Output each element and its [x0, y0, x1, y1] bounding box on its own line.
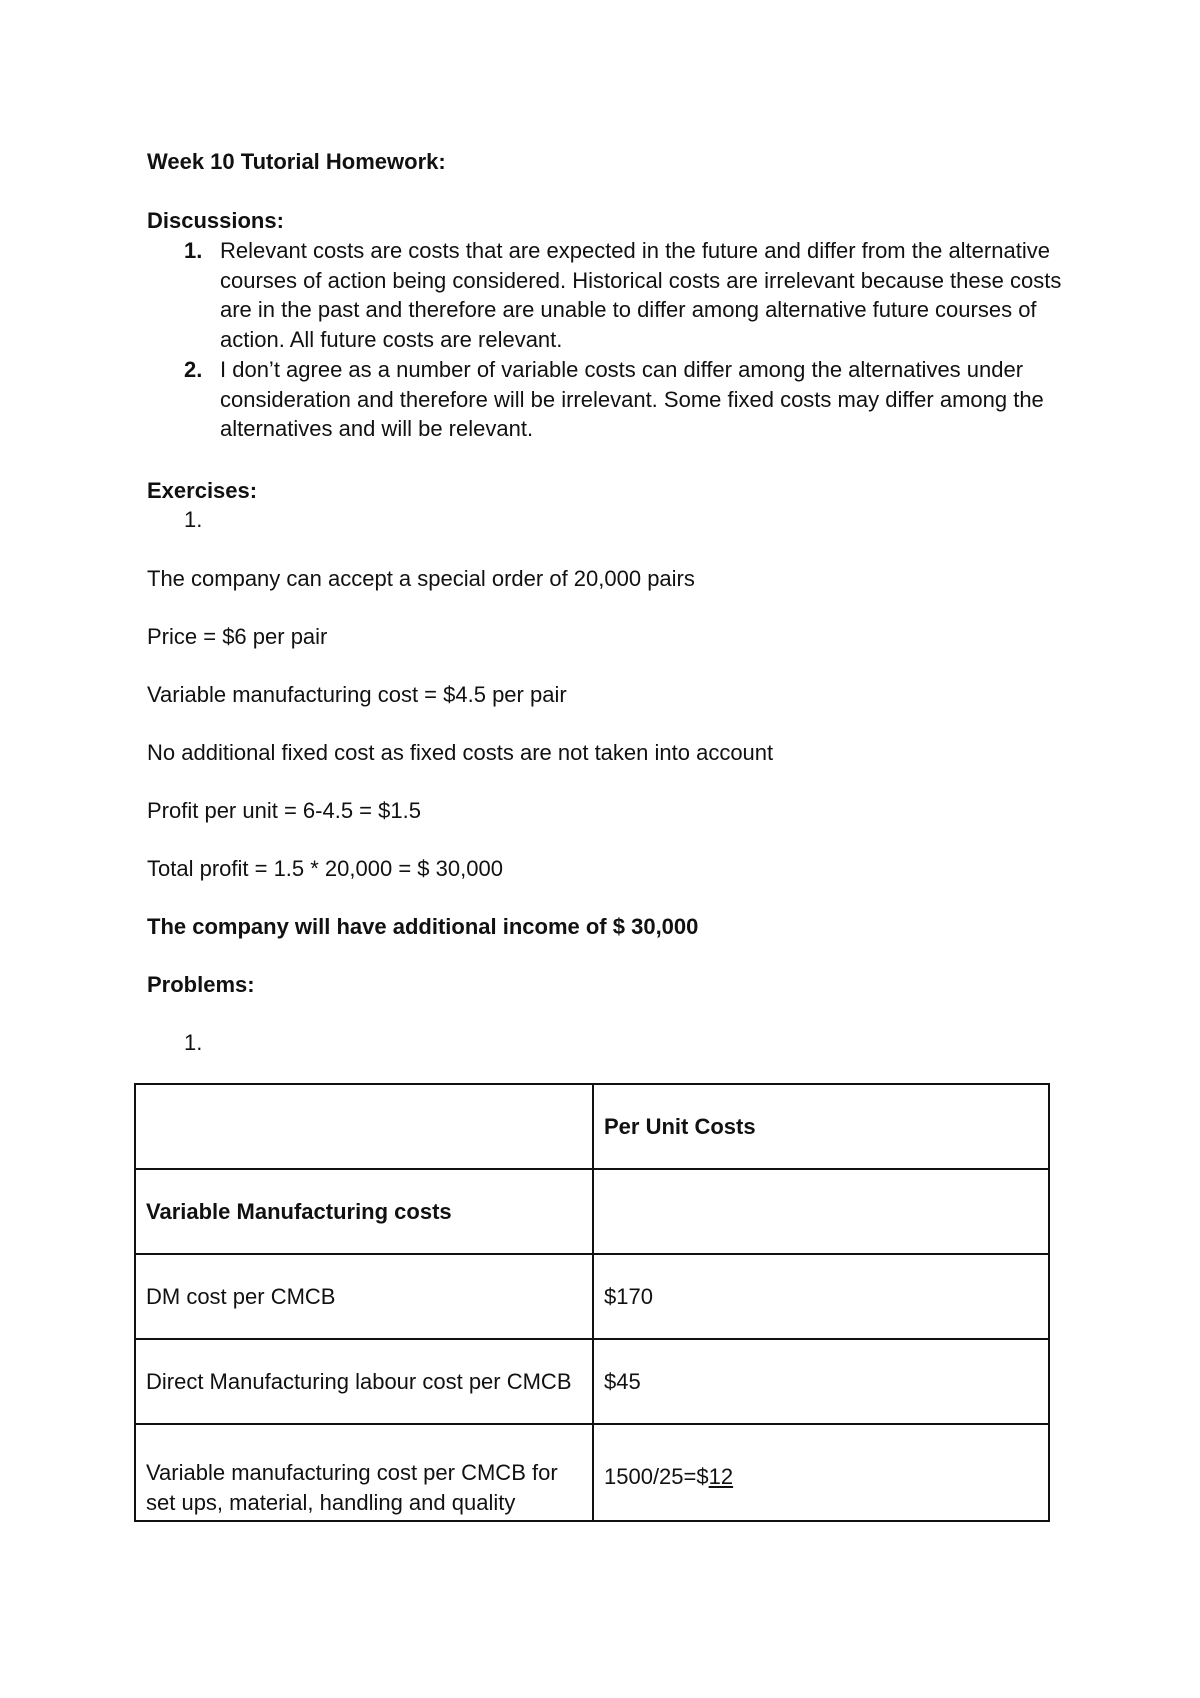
table-cell-value: $45 [593, 1339, 1049, 1424]
table-header-row [135, 1084, 1049, 1169]
per-unit-costs-table [134, 1083, 1050, 1522]
table-cell-label: Variable Manufacturing costs [135, 1169, 593, 1254]
table-cell-value [593, 1169, 1049, 1254]
exercise-line: The company can accept a special order of 20,000 pairs [147, 566, 695, 591]
exercise-line: No additional fixed cost as fixed costs are not taken into account [147, 740, 774, 765]
discussions-heading: Discussions: [147, 208, 284, 233]
page-title: Week 10 Tutorial Homework: [147, 149, 446, 174]
problem-number: 1. [184, 1030, 203, 1055]
discussion-item-text: I don’t agree as a number of variable costs can differ among the alternatives under consideration and therefore will be irrelevant. Some fixed costs may differ among the alternatives and will be relevant. [220, 357, 1044, 441]
table-cell-label: Variable manufacturing cost per CMCB for set ups, material, handling and quality [135, 1424, 593, 1521]
table-header-cell [135, 1084, 593, 1169]
exercise-line: Profit per unit = 6-4.5 = $1.5 [147, 798, 421, 823]
discussion-item-number: 2. [184, 357, 203, 382]
table-cell-label: Direct Manufacturing labour cost per CMCB [135, 1339, 593, 1424]
table-cell-value [593, 1424, 1049, 1521]
table-row [135, 1339, 1049, 1424]
table-cell-label: DM cost per CMCB [135, 1254, 593, 1339]
table-row [135, 1254, 1049, 1339]
exercise-number: 1. [184, 507, 203, 532]
exercise-line: Price = $6 per pair [147, 624, 328, 649]
table-header-cell: Per Unit Costs [593, 1084, 1049, 1169]
table-row [135, 1169, 1049, 1254]
table-row [135, 1424, 1049, 1521]
exercise-line: Total profit = 1.5 * 20,000 = $ 30,000 [147, 856, 503, 881]
exercise-line: Variable manufacturing cost = $4.5 per pair [147, 682, 567, 707]
exercise-conclusion: The company will have additional income of $ 30,000 [147, 914, 699, 939]
value-formula: 1500/25=$ [604, 1463, 709, 1489]
discussion-item-number: 1. [184, 238, 203, 263]
exercises-heading: Exercises: [147, 478, 258, 503]
value-underlined: 12 [708, 1463, 734, 1489]
problems-heading: Problems: [147, 972, 255, 997]
table-cell-value: $170 [593, 1254, 1049, 1339]
discussion-item-text: Relevant costs are costs that are expected in the future and differ from the alternative courses of action being considered. Historical costs are irrelevant because these costs are in the past and therefore are unable to differ among alternative future courses of action. All future costs are relevant. [220, 238, 1062, 352]
